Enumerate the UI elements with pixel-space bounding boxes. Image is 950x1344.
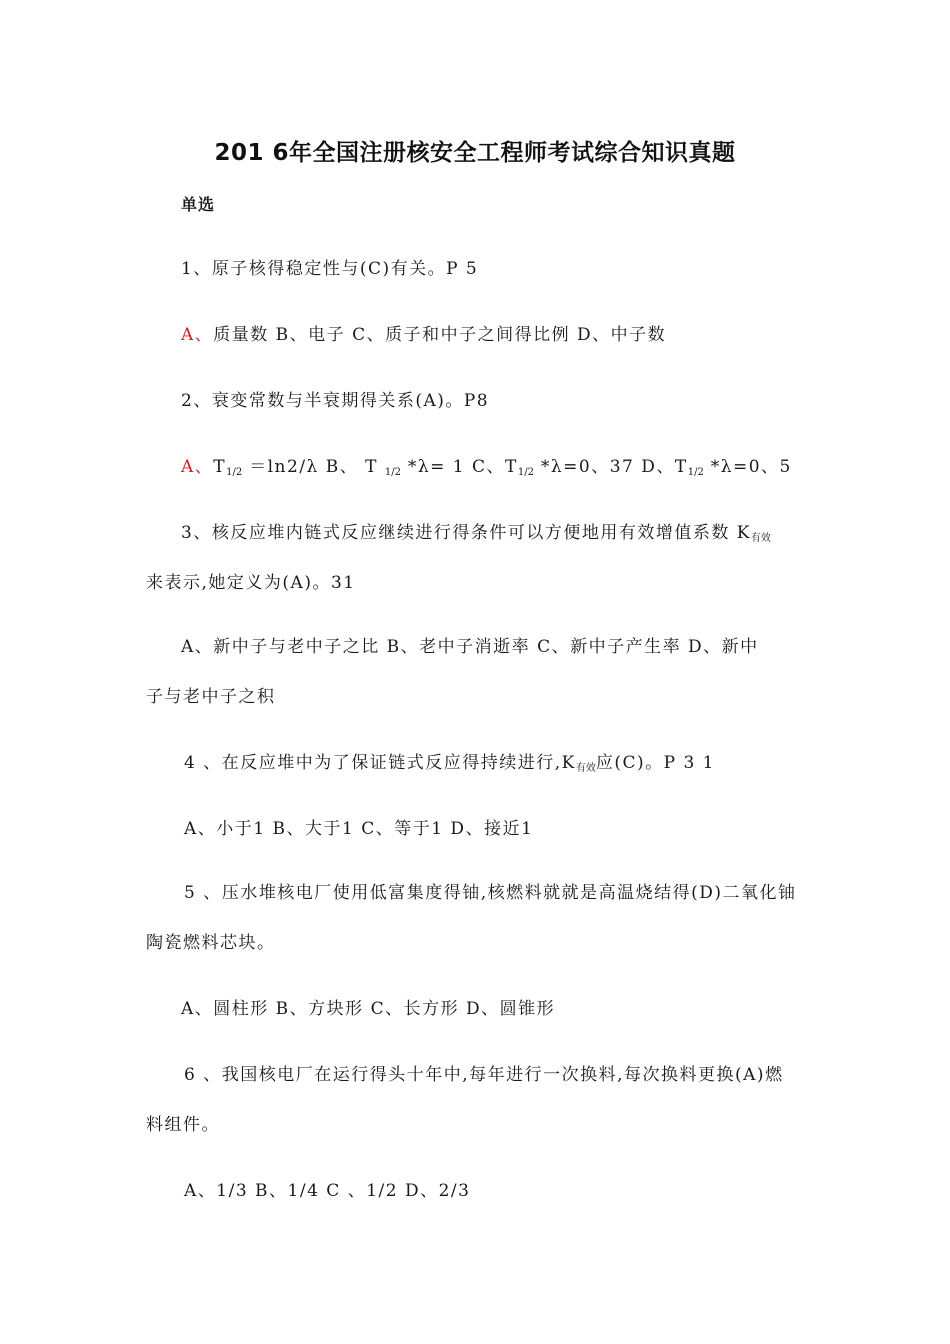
question-3-line-2: 来表示,她定义为(A)。31: [146, 573, 356, 593]
answer-letter: A、: [181, 457, 214, 477]
document-title: 201 6年全国注册核安全工程师考试综合知识真题: [214, 140, 736, 166]
question-2: 2、衰变常数与半衰期得关系(A)。P8: [181, 391, 490, 411]
question-1: 1、原子核得稳定性与(C)有关。P 5: [181, 259, 479, 279]
options-text: 质量数 B、电子 C、质子和中子之间得比例 D、中子数: [213, 325, 667, 345]
formula-text: *λ=0、5: [703, 457, 792, 477]
subscript: 有效: [575, 763, 596, 774]
question-text: 4 、在反应堆中为了保证链式反应得持续进行,K: [184, 753, 576, 773]
subscript: 1/2: [226, 467, 243, 478]
formula-text: ＝ln2/λ B、 T: [242, 457, 385, 477]
question-text-tail: 应(C)。P 3 1: [595, 753, 715, 773]
question-1-options: [181, 324, 666, 346]
question-2-options: [181, 456, 792, 484]
question-5-line-1: 5 、压水堆核电厂使用低富集度得铀,核燃料就就是高温烧结得(D)二氧化铀: [184, 883, 797, 903]
question-6-line-2: 料组件。: [146, 1115, 220, 1135]
subscript: 1/2: [384, 467, 401, 478]
formula-text: *λ=0、37 D、T: [533, 457, 688, 477]
question-3-line-1: [181, 522, 771, 550]
section-heading: 单选: [181, 195, 216, 214]
question-4: [184, 752, 715, 780]
question-5-options: A、圆柱形 B、方块形 C、长方形 D、圆锥形: [181, 999, 556, 1019]
subscript: 有效: [750, 533, 771, 544]
question-6-line-1: 6 、我国核电厂在运行得头十年中,每年进行一次换料,每次换料更换(A)燃: [184, 1065, 784, 1085]
question-text: 3、核反应堆内链式反应继续进行得条件可以方便地用有效增值系数 K: [181, 523, 751, 543]
subscript: 1/2: [687, 467, 704, 478]
answer-letter: A、: [181, 325, 214, 345]
question-3-options-line-2: 子与老中子之积: [146, 687, 276, 707]
question-6-options: A、1/3 B、1/4 C 、1/2 D、2/3: [184, 1181, 471, 1201]
formula-t: T: [213, 457, 227, 477]
question-5-line-2: 陶瓷燃料芯块。: [146, 933, 276, 953]
question-3-options-line-1: A、新中子与老中子之比 B、老中子消逝率 C、新中子产生率 D、新中: [181, 637, 759, 657]
subscript: 1/2: [517, 467, 534, 478]
formula-text: *λ= 1 C、T: [400, 457, 518, 477]
question-4-options: A、小于1 B、大于1 C、等于1 D、接近1: [184, 819, 534, 839]
